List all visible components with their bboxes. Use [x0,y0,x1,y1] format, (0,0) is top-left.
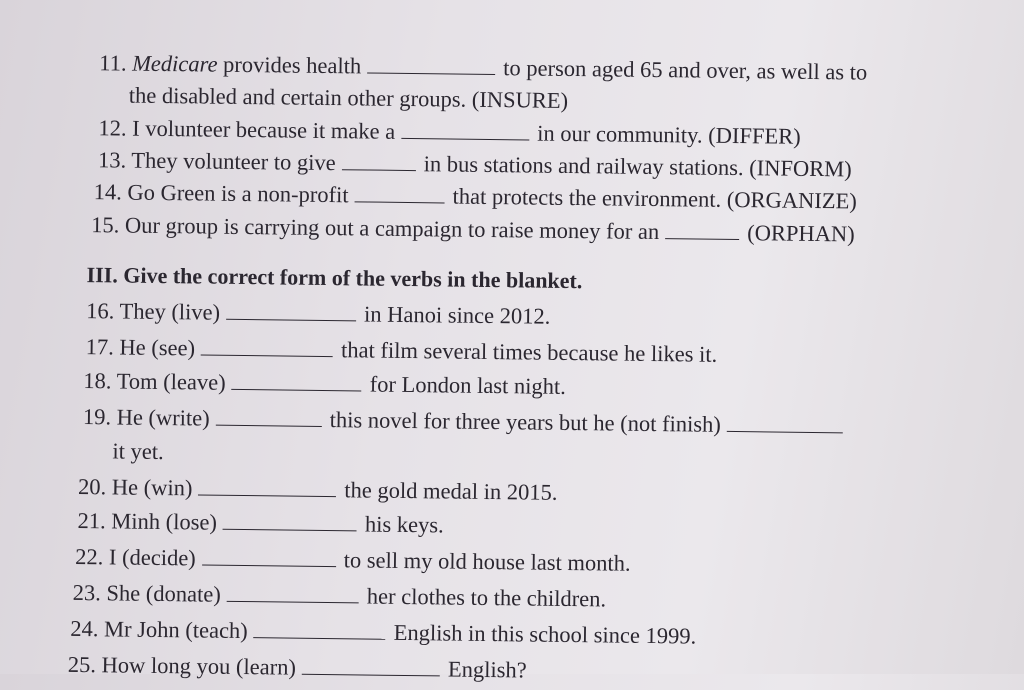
answer-blank[interactable] [367,56,495,75]
question-19-continuation [112,437,164,466]
question-text: He (write) [116,404,210,431]
question-19 [83,403,851,440]
section-title: III. Give the correct form of the verbs in the blanket. [86,262,583,294]
question-text: I volunteer because it make a [132,115,396,144]
question-text: provides health [223,51,362,79]
answer-blank[interactable] [202,549,336,568]
question-text: He (win) [111,474,193,501]
question-text: in our community. (DIFFER) [537,120,801,149]
question-text: her clothes to the children. [366,583,607,612]
question-text: for London last night. [369,371,567,399]
question-14 [93,178,857,215]
question-number: 18. [83,368,112,394]
question-text: Mr John (teach) [103,616,248,644]
question-text: English? [447,656,527,683]
question-text: that protects the environment. (ORGANIZE) [452,183,857,214]
question-16 [86,297,550,331]
question-13 [98,146,852,183]
question-text: this novel for three years but he (not finish) [329,407,722,437]
question-text: Go Green is a non-profit [127,179,349,208]
answer-blank[interactable] [223,513,357,532]
question-15 [91,211,855,248]
question-text: the disabled and certain other groups. (INSURE) [128,82,569,113]
answer-blank[interactable] [201,338,333,357]
question-text: Tom (leave) [116,368,226,395]
question-text: They (live) [119,298,221,325]
question-24 [70,615,696,651]
question-text: his keys. [364,511,444,538]
question-number: 16. [86,298,115,324]
question-11 [99,49,867,86]
question-23 [73,579,607,614]
question-number: 23. [72,579,102,606]
question-text: He (see) [119,334,196,361]
answer-blank[interactable] [665,222,739,240]
question-text: that film several times because he likes it. [340,337,718,367]
question-text: to sell my old house last month. [343,547,631,576]
question-text: (ORPHAN) [747,220,855,247]
question-22 [75,543,631,578]
answer-blank[interactable] [401,122,529,141]
question-text: the gold medal in 2015. [344,477,558,505]
question-number: 24. [70,615,99,642]
question-number: 12. [98,115,127,141]
question-text: in Hanoi since 2012. [363,301,551,329]
question-text: Our group is carrying out a campaign to raise money for an [124,212,660,245]
question-25 [68,651,527,685]
question-17 [86,333,718,369]
question-number: 17. [85,334,115,360]
question-12 [98,114,801,151]
question-number: 20. [77,473,107,500]
answer-blank[interactable] [254,621,386,640]
question-text: Minh (lose) [111,508,218,535]
question-text: They volunteer to give [131,147,336,176]
question-term: Medicare [132,50,218,77]
answer-blank[interactable] [232,373,362,392]
answer-blank[interactable] [727,415,843,433]
question-text: I (decide) [108,544,196,571]
question-number: 14. [93,179,122,205]
question-text: it yet. [112,438,164,465]
question-number: 22. [75,543,104,570]
question-21 [77,507,443,539]
question-number: 25. [67,651,97,678]
answer-blank[interactable] [227,585,359,604]
question-text: English in this school since 1999. [393,619,697,649]
answer-blank[interactable] [355,185,445,203]
question-text: in bus stations and railway stations. (INFORM) [423,151,852,182]
section-heading [86,261,582,295]
answer-blank[interactable] [226,303,356,322]
question-number: 11. [99,50,127,76]
question-text: She (donate) [106,580,222,607]
answer-blank[interactable] [198,478,336,497]
question-number: 15. [91,212,120,238]
question-number: 21. [77,507,106,534]
answer-blank[interactable] [216,409,322,427]
question-number: 19. [82,404,112,430]
question-text: to person aged 65 and over, as well as to [503,55,868,85]
question-text: How long you (learn) [101,652,297,680]
question-20 [78,473,558,507]
question-18 [83,367,566,401]
question-number: 13. [97,147,127,173]
question-11-continuation [129,82,569,115]
answer-blank[interactable] [342,153,416,171]
